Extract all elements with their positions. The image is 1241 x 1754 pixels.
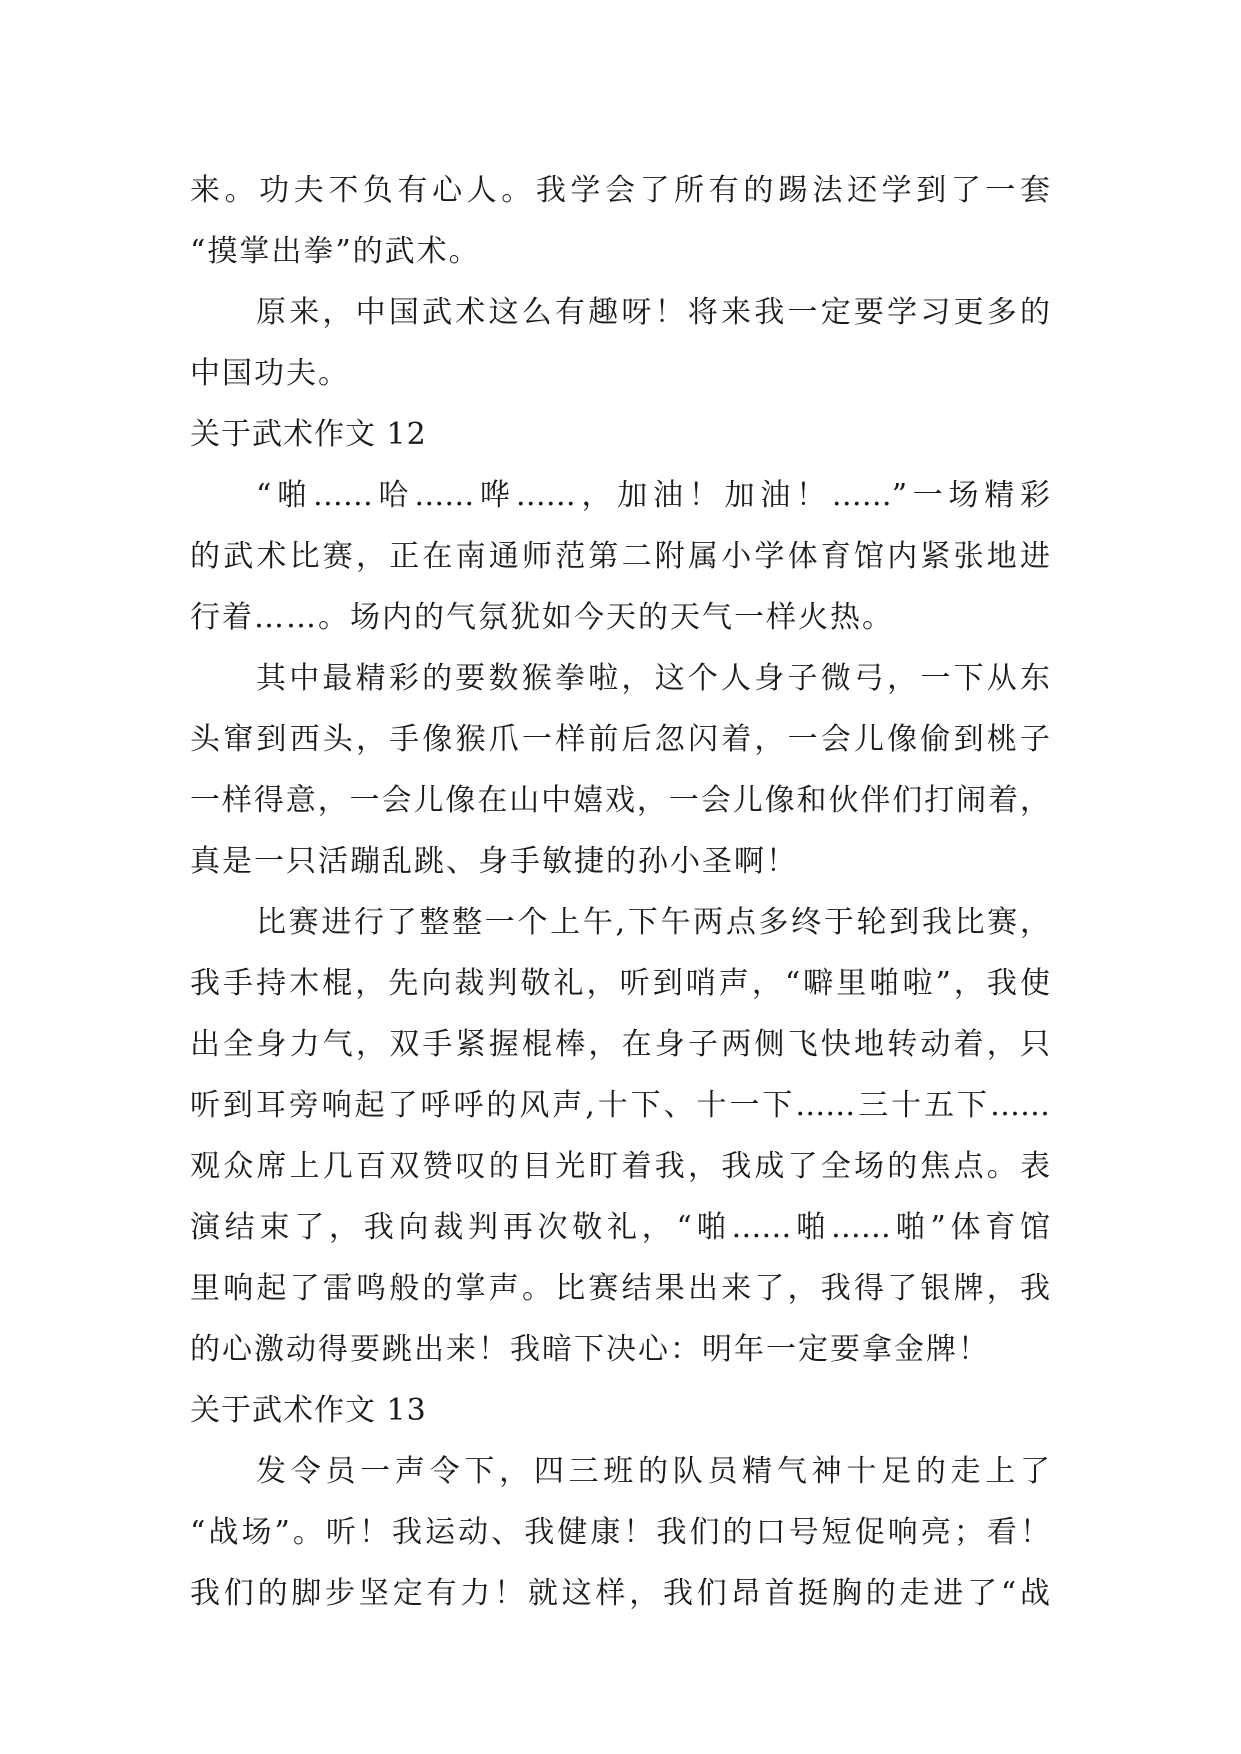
text-line: 其中最精彩的要数猴拳啦，这个人身子微弓，一下从东 (256, 661, 1050, 696)
text-line: 行着……。场内的气氛犹如今天的天气一样火热。 (190, 600, 894, 635)
text-line: 来。功夫不负有心人。我学会了所有的踢法还学到了一套 (190, 173, 1050, 208)
text-line: “战场”。听！我运动、我健康！我们的口号短促响亮；看！ (190, 1515, 1050, 1550)
paragraph (190, 160, 1050, 282)
text-line: 头窜到西头，手像猴爪一样前后忽闪着，一会儿像偷到桃子 (190, 722, 1050, 757)
text-line: 发令员一声令下，四三班的队员精气神十足的走上了 (256, 1454, 1050, 1489)
text-line: 的武术比赛，正在南通师范第二附属小学体育馆内紧张地进 (190, 539, 1050, 574)
paragraph (190, 892, 1050, 1380)
text-line: “摸掌出拳”的武术。 (190, 234, 481, 269)
document-body (190, 160, 1050, 1624)
text-line: 的心激动得要跳出来！我暗下决心：明年一定要拿金牌！ (190, 1332, 990, 1367)
text-line: 一样得意，一会儿像在山中嬉戏，一会儿像和伙伴们打闹着， (190, 783, 1050, 818)
text-line: 里响起了雷鸣般的掌声。比赛结果出来了，我得了银牌，我 (190, 1271, 1050, 1306)
text-line: 真是一只活蹦乱跳、身手敏捷的孙小圣啊！ (190, 844, 798, 879)
text-line: 观众席上几百双赞叹的目光盯着我，我成了全场的焦点。表 (190, 1149, 1050, 1184)
section-heading: 关于武术作文 12 (190, 417, 427, 452)
text-line: “啪……哈……哗……，加油！加油！……”一场精彩 (256, 478, 1050, 513)
text-line: 我们的脚步坚定有力！就这样，我们昂首挺胸的走进了“战 (190, 1576, 1050, 1611)
paragraph (190, 465, 1050, 648)
paragraph (190, 1441, 1050, 1624)
paragraph (190, 282, 1050, 404)
text-line: 出全身力气，双手紧握棍棒，在身子两侧飞快地转动着，只 (190, 1027, 1050, 1062)
text-line: 演结束了，我向裁判再次敬礼，“啪……啪……啪”体育馆 (190, 1210, 1050, 1245)
text-line: 比赛进行了整整一个上午,下午两点多终于轮到我比赛， (256, 905, 1050, 940)
text-line: 原来，中国武术这么有趣呀！将来我一定要学习更多的 (256, 295, 1050, 330)
text-line: 我手持木棍，先向裁判敬礼，听到哨声，“噼里啪啦”，我使 (190, 966, 1050, 1001)
paragraph (190, 648, 1050, 892)
text-line: 听到耳旁响起了呼呼的风声,十下、十一下……三十五下…… (190, 1088, 1050, 1123)
section-heading: 关于武术作文 13 (190, 1393, 427, 1428)
text-line: 中国功夫。 (190, 356, 350, 391)
